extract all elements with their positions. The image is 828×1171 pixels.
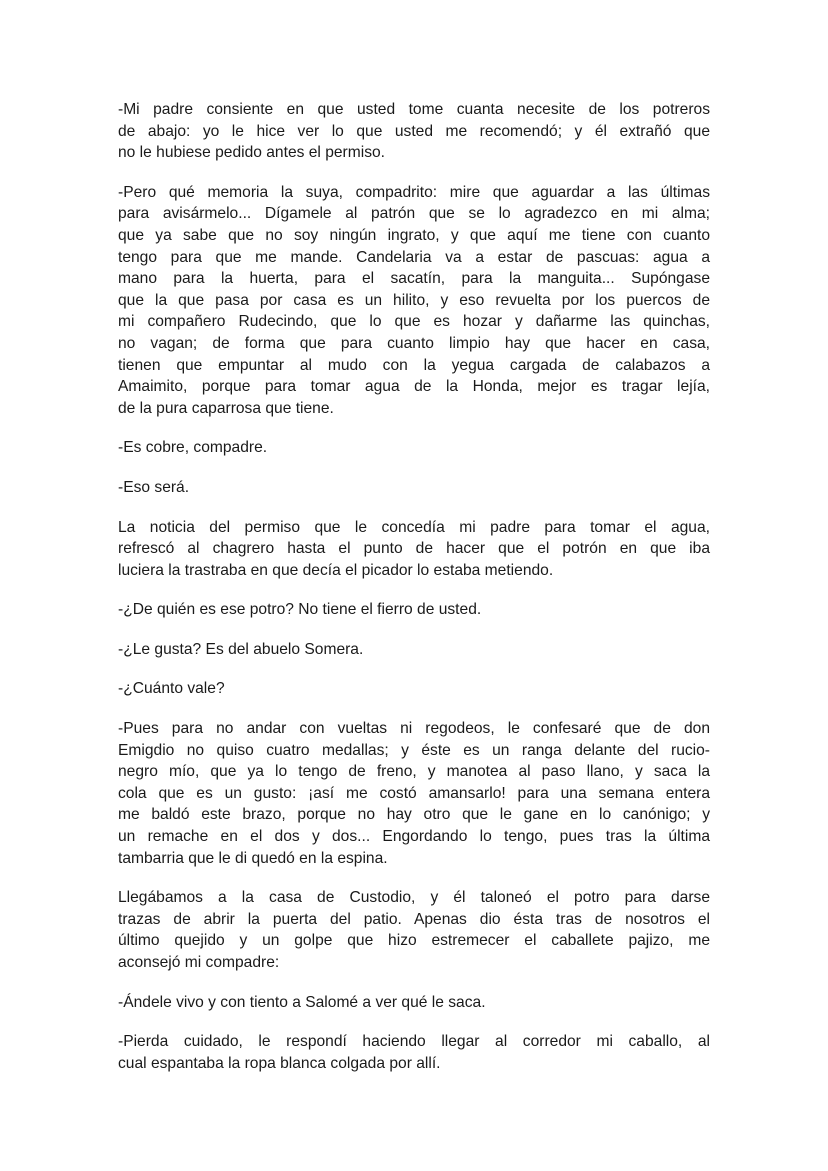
text-line: que ya sabe que no soy ningún ingrato, y que aquí me tiene con cuanto bbox=[118, 226, 710, 244]
paragraph bbox=[118, 678, 710, 700]
paragraph bbox=[118, 99, 710, 164]
text-line: La noticia del permiso que le concedía mi padre para tomar el agua, bbox=[118, 518, 710, 536]
text-line: un remache en el dos y dos... Engordando lo tengo, pues tras la última bbox=[118, 828, 710, 846]
text-line: me baldó este brazo, porque no hay otro que le gane en lo canónigo; y bbox=[118, 806, 710, 824]
text-line: que la que pasa por casa es un hilito, y eso revuelta por los puercos de bbox=[118, 291, 710, 309]
text-line: no vagan; de forma que para cuanto limpio hay que hacer en casa, bbox=[118, 334, 710, 352]
text-line: último quejido y un golpe que hizo estremecer el caballete pajizo, me bbox=[118, 932, 710, 950]
text-line: trazas de abrir la puerta del patio. Apenas dio ésta tras de nosotros el bbox=[118, 910, 710, 928]
text-line: de abajo: yo le hice ver lo que usted me recomendó; y él extrañó que bbox=[118, 122, 710, 140]
text-line: tambarria que le di quedó en la espina. bbox=[118, 849, 388, 867]
text-line: de la pura caparrosa que tiene. bbox=[118, 399, 334, 417]
text-line: para avisármelo... Dígamele al patrón que se lo agradezco en mi alma; bbox=[118, 205, 710, 223]
document-page bbox=[118, 99, 710, 1092]
text-line: Emigdio no quiso cuatro medallas; y éste es un ranga delante del rucio- bbox=[118, 741, 710, 759]
text-line: luciera la trastraba en que decía el picador lo estaba metiendo. bbox=[118, 561, 554, 579]
paragraph bbox=[118, 477, 710, 499]
text-line: cola que es un gusto: ¡así me costó amansarlo! para una semana entera bbox=[118, 784, 710, 802]
text-line: cual espantaba la ropa blanca colgada por allí. bbox=[118, 1054, 441, 1072]
paragraph bbox=[118, 887, 710, 973]
paragraph bbox=[118, 992, 710, 1014]
text-line: -Es cobre, compadre. bbox=[118, 439, 268, 457]
text-line: -Pero qué memoria la suya, compadrito: mire que aguardar a las últimas bbox=[118, 183, 710, 201]
text-line: tengo para que me mande. Candelaria va a estar de pascuas: agua a bbox=[118, 248, 710, 266]
paragraph bbox=[118, 437, 710, 459]
text-line: negro mío, que ya lo tengo de freno, y manotea al paso llano, y saca la bbox=[118, 763, 710, 781]
paragraph bbox=[118, 1031, 710, 1074]
paragraph bbox=[118, 599, 710, 621]
text-line: refrescó al chagrero hasta el punto de hacer que el potrón en que iba bbox=[118, 540, 710, 558]
text-line: -Eso será. bbox=[118, 478, 190, 496]
text-line: -¿Le gusta? Es del abuelo Somera. bbox=[118, 640, 364, 658]
text-line: aconsejó mi compadre: bbox=[118, 954, 280, 971]
text-line: Llegábamos a la casa de Custodio, y él taloneó el potro para darse bbox=[118, 889, 710, 907]
text-line: -¿Cuánto vale? bbox=[118, 680, 225, 698]
paragraph bbox=[118, 639, 710, 661]
paragraph bbox=[118, 182, 710, 420]
text-line: Amaimito, porque para tomar agua de la Honda, mejor es tragar lejía, bbox=[118, 378, 710, 396]
text-line: tienen que empuntar al mudo con la yegua cargada de calabazos a bbox=[118, 356, 710, 374]
text-line: -Pues para no andar con vueltas ni regodeos, le confesaré que de don bbox=[118, 720, 710, 738]
paragraph bbox=[118, 718, 710, 869]
text-line: -Ándele vivo y con tiento a Salomé a ver qué le saca. bbox=[118, 993, 486, 1011]
text-line: mi compañero Rudecindo, que lo que es hozar y dañarme las quinchas, bbox=[118, 313, 710, 331]
text-line: -¿De quién es ese potro? No tiene el fierro de usted. bbox=[118, 601, 482, 619]
text-line: -Pierda cuidado, le respondí haciendo llegar al corredor mi caballo, al bbox=[118, 1033, 710, 1051]
paragraph bbox=[118, 517, 710, 582]
text-line: -Mi padre consiente en que usted tome cuanta necesite de los potreros bbox=[118, 101, 710, 118]
text-line: no le hubiese pedido antes el permiso. bbox=[118, 144, 386, 162]
text-line: mano para la huerta, para el sacatín, para la manguita... Supóngase bbox=[118, 270, 710, 288]
